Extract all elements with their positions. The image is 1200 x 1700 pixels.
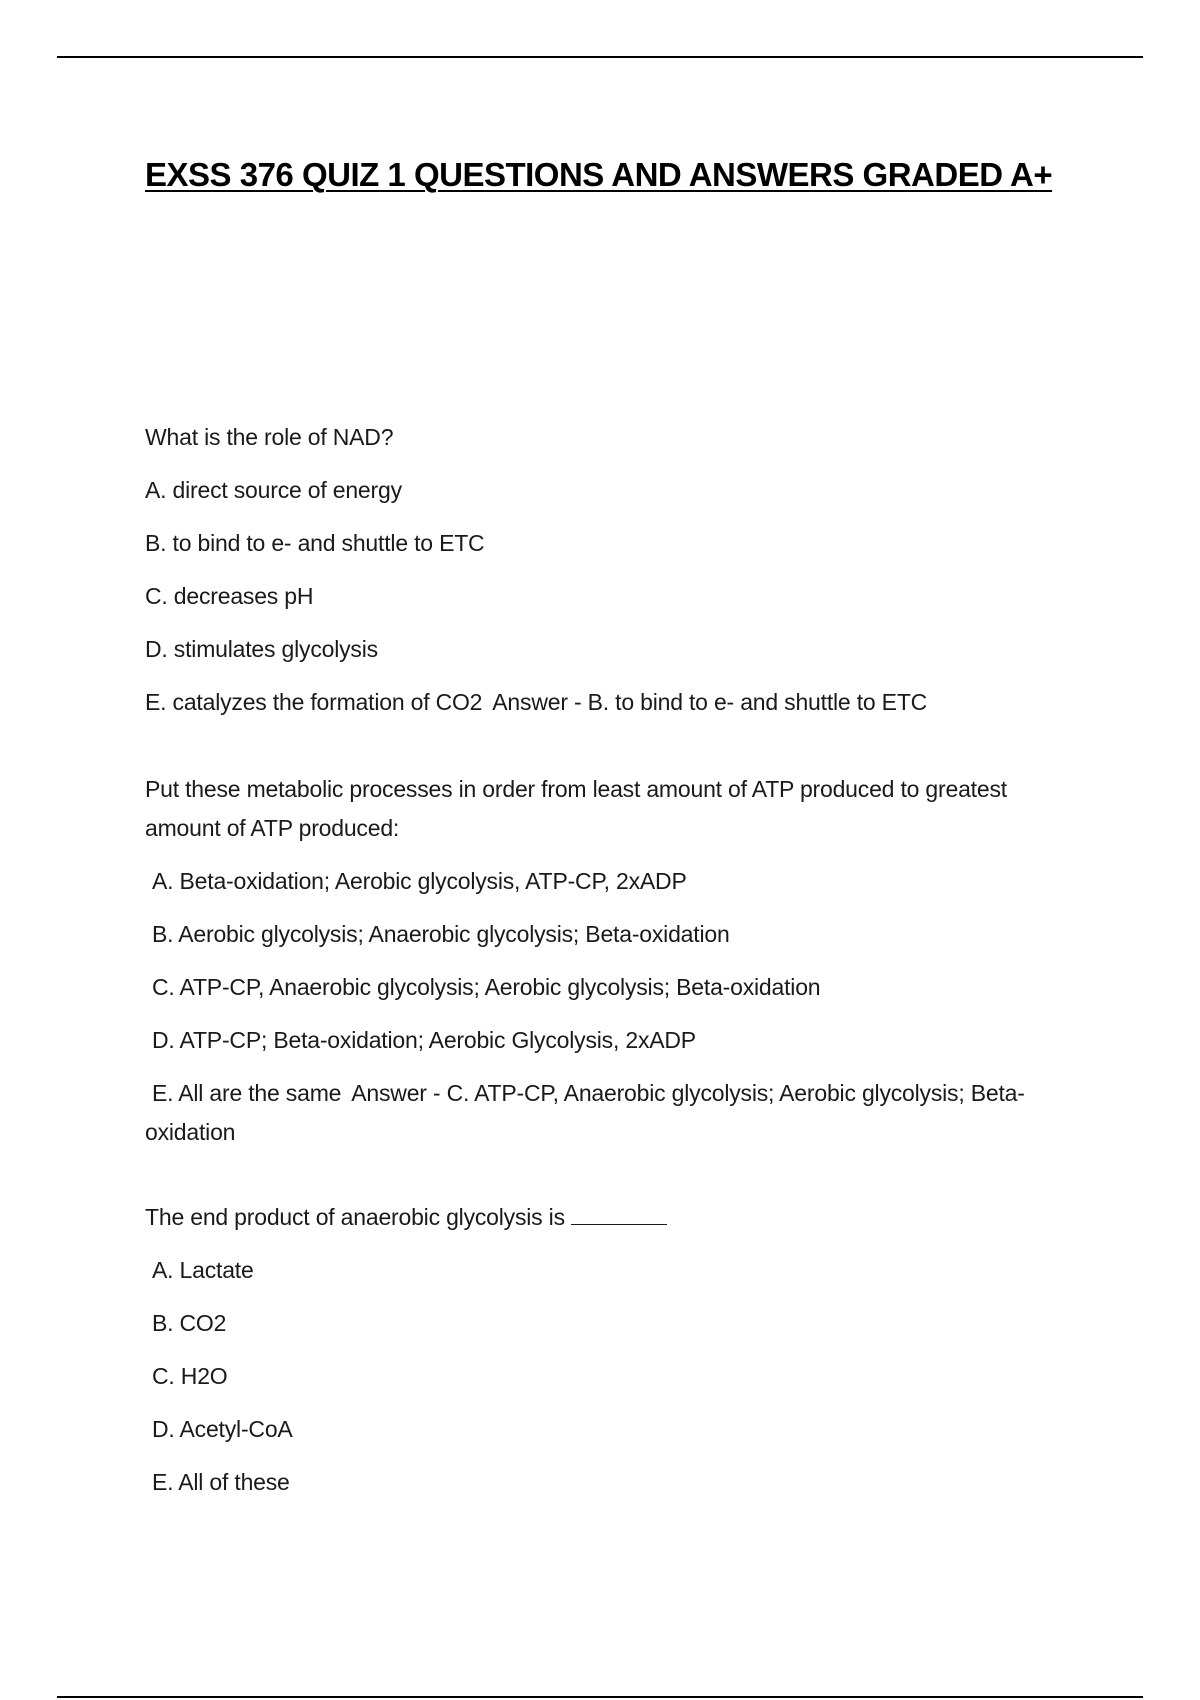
question-3-option-b: B. CO2 [152, 1310, 227, 1336]
question-3-prompt-line [145, 1198, 1075, 1237]
question-3-option-e: E. All of these [152, 1469, 290, 1495]
question-2-answer: Answer - C. ATP-CP, Anaerobic glycolysis; Aerobic glycolysis; Beta-oxidation [145, 1080, 1025, 1145]
header-rule [57, 56, 1143, 58]
question-1-option-d: D. stimulates glycolysis [145, 636, 378, 662]
question-3-option-a: A. Lactate [152, 1257, 254, 1283]
question-1-option-c: C. decreases pH [145, 583, 314, 609]
question-3 [145, 1198, 1075, 1502]
question-1-answer: Answer - B. to bind to e- and shuttle to ETC [492, 689, 928, 715]
question-2-option-c: C. ATP-CP, Anaerobic glycolysis; Aerobic glycolysis; Beta-oxidation [152, 974, 821, 1000]
question-1-option-e: E. catalyzes the formation of CO2 [145, 689, 483, 715]
question-2-option-e-with-answer [145, 1074, 1075, 1152]
question-2-prompt: Put these metabolic processes in order from least amount of ATP produced to greatest amount of ATP produced: [145, 776, 1007, 841]
question-1 [145, 418, 1075, 722]
question-2 [145, 770, 1075, 1152]
question-3-prompt: The end product of anaerobic glycolysis is [145, 1204, 565, 1230]
question-3-option-d: D. Acetyl-CoA [152, 1416, 293, 1442]
fill-in-blank [571, 1202, 667, 1225]
question-1-option-a: A. direct source of energy [145, 477, 402, 503]
question-3-option-c: C. H2O [152, 1363, 228, 1389]
title-block [145, 148, 1075, 418]
document-title: EXSS 376 QUIZ 1 QUESTIONS AND ANSWERS GRADED A+ [145, 156, 1053, 193]
question-1-option-b: B. to bind to e- and shuttle to ETC [145, 530, 485, 556]
document-body [145, 148, 1075, 1516]
question-1-option-e-with-answer [145, 683, 1075, 722]
question-2-option-d: D. ATP-CP; Beta-oxidation; Aerobic Glycolysis, 2xADP [152, 1027, 696, 1053]
question-2-option-e: E. All are the same [152, 1080, 342, 1106]
footer-rule [57, 1696, 1143, 1698]
question-2-option-b: B. Aerobic glycolysis; Anaerobic glycolysis; Beta-oxidation [152, 921, 730, 947]
question-2-option-a: A. Beta-oxidation; Aerobic glycolysis, ATP-CP, 2xADP [152, 868, 687, 894]
question-1-prompt: What is the role of NAD? [145, 424, 394, 450]
